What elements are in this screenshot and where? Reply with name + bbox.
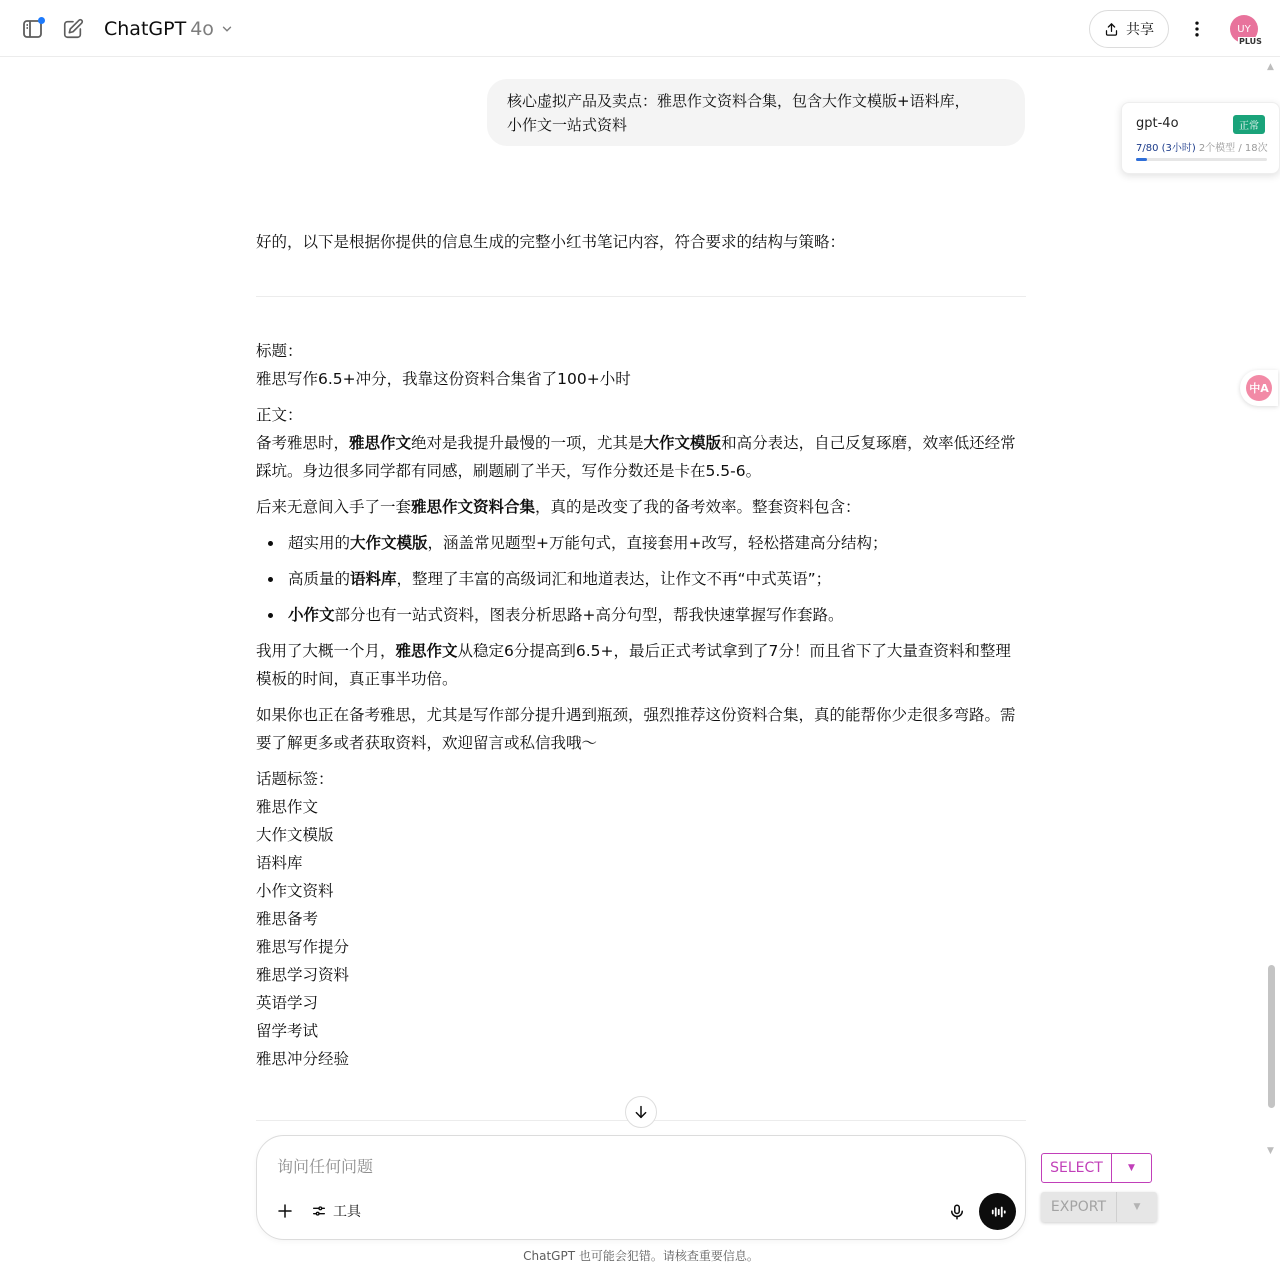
bold-text: 雅思作文 (349, 434, 412, 452)
plus-icon (276, 1202, 294, 1220)
list-item (256, 529, 1026, 557)
usage-count (1136, 139, 1268, 154)
usage-subtext: 2个模型 / 18次 (1198, 143, 1268, 154)
attach-button[interactable] (273, 1199, 297, 1223)
more-vertical-icon (1187, 19, 1207, 39)
dictate-button[interactable] (945, 1200, 969, 1224)
caret-down-icon[interactable]: ▼ (1133, 1202, 1141, 1212)
share-button[interactable] (1089, 10, 1169, 48)
chevron-down-icon (220, 22, 234, 36)
text-run: 我用了大概一个月， (256, 642, 396, 660)
divider (256, 296, 1026, 297)
text-run: 后来无意间入手了一套 (256, 498, 412, 516)
body-paragraph (256, 493, 1026, 521)
voice-mode-button[interactable] (979, 1193, 1016, 1230)
model-version: 4o (190, 18, 214, 40)
edit-icon (62, 18, 84, 40)
text-run: 高质量的 (288, 570, 351, 588)
scrollbar-down-arrow-icon[interactable]: ▼ (1267, 1146, 1274, 1156)
usage-text: 7/80 (3小时) (1136, 143, 1196, 154)
export-label: EXPORT (1041, 1192, 1117, 1222)
tools-button[interactable] (311, 1199, 361, 1223)
text-run: 超实用的 (288, 534, 351, 552)
scrollbar-thumb[interactable] (1268, 965, 1275, 1108)
avatar[interactable]: UY (1230, 15, 1258, 43)
translate-icon: 中A (1246, 375, 1272, 401)
top-bar (0, 0, 1280, 57)
assistant-intro: 好的，以下是根据你提供的信息生成的完整小红书笔记内容，符合要求的结构与策略： (256, 233, 846, 251)
usage-progress-bar (1136, 158, 1267, 161)
hashtag: 英语学习 (256, 994, 319, 1012)
tools-label: 工具 (333, 1204, 361, 1220)
share-label: 共享 (1126, 22, 1154, 38)
notification-dot (38, 17, 45, 24)
hashtag: 语料库 (256, 854, 303, 872)
new-chat-button[interactable] (58, 14, 88, 44)
usage-progress-fill (1136, 158, 1147, 161)
user-message-bubble (487, 79, 1025, 146)
user-message-line: 核心虚拟产品及卖点：雅思作文资料合集，包含大作文模版+语料库， (507, 92, 970, 110)
text-run: ，涵盖常见题型+万能句式，直接套用+改写，轻松搭建高分结构； (427, 534, 888, 552)
title-text: 雅思写作6.5+冲分，我靠这份资料合集省了100+小时 (256, 370, 631, 388)
disclaimer: ChatGPT 也可能会犯错。请核查重要信息。 (523, 1249, 759, 1263)
select-button[interactable] (1041, 1153, 1152, 1183)
bold-text: 大作文模版 (643, 434, 722, 452)
share-icon (1104, 22, 1119, 37)
voice-waveform-icon (989, 1203, 1007, 1221)
body-paragraph (256, 401, 1026, 485)
text-run: 部分也有一站式资料，图表分析思路+高分句型，帮我快速掌握写作套路。 (334, 606, 844, 624)
model-name: ChatGPT (104, 18, 187, 40)
bullet-list (256, 529, 1026, 629)
text-run: ，整理了丰富的高级词汇和地道表达，让作文不再“中式英语”； (396, 570, 832, 588)
microphone-icon (948, 1203, 966, 1221)
bold-text: 雅思作文 (395, 642, 458, 660)
caret-down-icon[interactable]: ▼ (1128, 1163, 1135, 1173)
sliders-icon (311, 1203, 327, 1219)
text-run: 备考雅思时， (256, 434, 350, 452)
more-options-button[interactable] (1182, 14, 1212, 44)
text-run: 绝对是我提升最慢的一项，尤其是 (411, 434, 644, 452)
body-label: 正文： (256, 406, 303, 424)
translate-button[interactable] (1240, 370, 1278, 406)
hashtag: 雅思写作提分 (256, 938, 350, 956)
title-label: 标题： (256, 342, 303, 360)
scrollbar-up-arrow-icon[interactable]: ▲ (1267, 62, 1274, 72)
sidebar-toggle-button[interactable] (18, 14, 48, 44)
hashtag: 雅思作文 (256, 798, 319, 816)
text-run: 从稳定6分提高到6.5+，最后正式考试拿到了7分！而且省下了大量查资料和整理模板的时间，真正事半功倍。 (256, 642, 1011, 688)
model-usage-card[interactable] (1121, 102, 1280, 174)
composer (256, 1135, 1026, 1240)
hashtag: 雅思学习资料 (256, 966, 350, 984)
usage-card-model: gpt-4o (1136, 116, 1179, 131)
body-paragraph (256, 637, 1026, 693)
select-label: SELECT (1042, 1154, 1112, 1182)
arrow-down-icon (633, 1104, 649, 1120)
hashtag: 大作文模版 (256, 826, 334, 844)
hashtag-list (256, 765, 1026, 1073)
model-switcher[interactable] (104, 15, 234, 43)
bold-text: 小作文 (288, 606, 335, 624)
plan-badge: PLUS (1239, 37, 1262, 46)
export-button[interactable] (1041, 1192, 1157, 1222)
hashtag: 雅思冲分经验 (256, 1050, 350, 1068)
text-run: ，真的是改变了我的备考效率。整套资料包含： (535, 498, 861, 516)
hashtag: 雅思备考 (256, 910, 319, 928)
title-section (256, 337, 1026, 393)
assistant-message (256, 228, 1026, 1073)
bold-text: 语料库 (350, 570, 397, 588)
bold-text: 大作文模版 (350, 534, 428, 552)
prompt-input[interactable] (277, 1152, 977, 1180)
text-run: 和高分表达，自己反复琢磨，效率低还经常踩坑。身边很多同学都有同感，刷题刷了半天，写作分数还是卡在5.5-6。 (256, 434, 1016, 480)
list-item (256, 565, 1026, 593)
hashtag: 留学考试 (256, 1022, 319, 1040)
status-badge: 正常 (1233, 115, 1265, 134)
bold-text: 雅思作文资料合集 (411, 498, 536, 516)
body-paragraph: 如果你也正在备考雅思，尤其是写作部分提升遇到瓶颈，强烈推荐这份资料合集，真的能帮你少走很多弯路。需要了解更多或者获取资料，欢迎留言或私信我哦～ (256, 706, 1016, 752)
list-item (256, 601, 1026, 629)
hashtag: 小作文资料 (256, 882, 334, 900)
user-message-line: 小作文一站式资料 (507, 116, 628, 134)
scroll-to-bottom-button[interactable] (625, 1096, 657, 1128)
tags-label: 话题标签： (256, 770, 334, 788)
